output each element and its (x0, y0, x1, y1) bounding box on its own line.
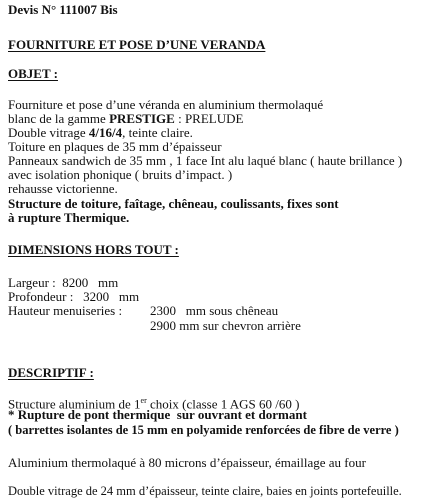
objet-line-6: avec isolation phonique ( bruits d’impact. ) (8, 167, 233, 182)
objet-line-2-suffix: : PRELUDE (178, 111, 244, 126)
dimension-hauteur-2: 2900 mm sur chevron arrière (150, 318, 301, 333)
objet-line-3-prefix: Double vitrage (8, 125, 86, 140)
descriptif-line-1-prefix: Structure aluminium de 1 (8, 396, 141, 412)
objet-line-2 (8, 112, 243, 126)
objet-line-1: Fourniture et pose d’une véranda en aluminium thermolaqué (8, 97, 324, 112)
objet-line-3 (8, 126, 193, 140)
dimension-largeur: Largeur : 8200 mm (8, 275, 119, 290)
descriptif-line-1-sup: er (140, 396, 147, 405)
objet-line-9: à rupture Thermique. (8, 210, 130, 225)
dimension-hauteur-1: 2300 mm sous chêneau (150, 303, 279, 318)
glazing-spec: 4/16/4 (88, 125, 123, 140)
devis-number: 111007 Bis (59, 2, 118, 17)
descriptif-line-4: Aluminium thermolaqué à 80 microns d’épaisseur, émaillage au four (8, 455, 366, 470)
dimension-profondeur: Profondeur : 3200 mm (8, 289, 140, 304)
dimension-hauteur-label: Hauteur menuiseries : (8, 303, 123, 318)
document-title: FOURNITURE ET POSE D’UNE VERANDA (8, 37, 266, 52)
descriptif-line-1-suffix: choix (classe 1 AGS 60 /60 ) (146, 396, 300, 412)
objet-line-5: Panneaux sandwich de 35 mm , 1 face Int alu laqué blanc ( haute brillance ) (8, 153, 403, 168)
objet-line-7: rehausse victorienne. (8, 181, 118, 196)
devis-number-line (8, 3, 118, 17)
objet-line-2-prefix: blanc de la gamme (8, 111, 106, 126)
objet-line-3-suffix: , teinte claire. (122, 125, 193, 140)
objet-line-8: Structure de toiture, faîtage, chêneau, coulissants, fixes sont (8, 196, 339, 211)
descriptif-line-3: ( barrettes isolantes de 15 mm en polyamide renforcées de fibre de verre ) (8, 423, 399, 437)
devis-label: Devis N° (8, 2, 57, 17)
descriptif-heading: DESCRIPTIF : (8, 365, 94, 380)
product-range-name: PRESTIGE (109, 111, 175, 126)
descriptif-line-5: Double vitrage de 24 mm d’épaisseur, teinte claire, baies en joints portefeuille. (8, 484, 402, 498)
objet-line-4: Toiture en plaques de 35 mm d’épaisseur (8, 139, 222, 154)
dimensions-heading: DIMENSIONS HORS TOUT : (8, 242, 179, 257)
descriptif-line-2: * Rupture de pont thermique sur ouvrant et dormant (8, 407, 307, 422)
objet-heading: OBJET : (8, 66, 58, 81)
